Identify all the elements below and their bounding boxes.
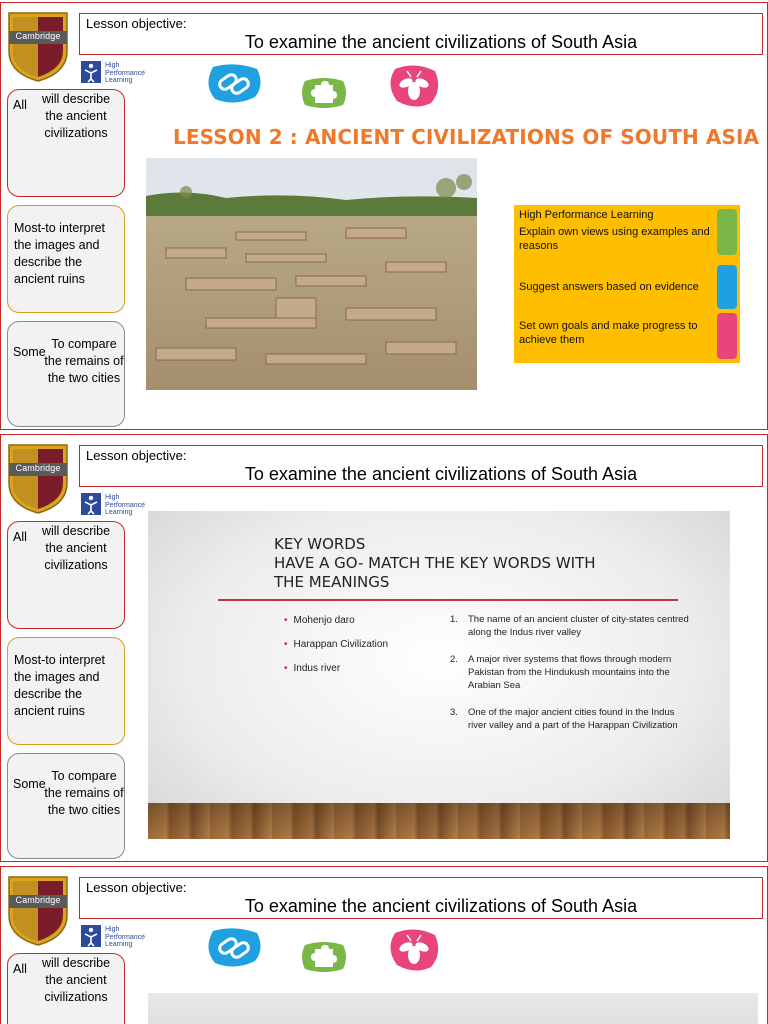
title-divider xyxy=(218,599,678,601)
hpl-panel xyxy=(514,205,740,363)
objective-label: Lesson objective: xyxy=(86,16,187,31)
key-terms-list xyxy=(284,615,388,687)
key-term xyxy=(284,639,388,663)
key-words-title-line-2: HAVE A GO- MATCH THE KEY WORDS WITH xyxy=(274,554,596,572)
wood-floor-shade xyxy=(148,803,730,839)
chain-link-icon xyxy=(205,927,263,969)
bullet: • xyxy=(284,663,288,674)
slide-3-content-preview xyxy=(148,993,758,1024)
outcome-all-text: will describe the ancient civilizations xyxy=(41,92,111,140)
hpl-line-3: Learning xyxy=(105,941,133,948)
hpl-logo-icon xyxy=(81,925,101,947)
cambridge-crest-icon xyxy=(7,11,69,83)
definition-item xyxy=(450,706,690,732)
hpl-panel-item-3: Set own goals and make progress to achieve them xyxy=(519,320,698,346)
outcome-some-box xyxy=(7,321,125,427)
hpl-line-1: High xyxy=(105,494,120,501)
crest-label: Cambridge xyxy=(15,463,61,473)
outcome-all-box xyxy=(7,89,125,197)
insect-icon xyxy=(387,927,441,975)
hpl-line-3: Learning xyxy=(105,509,133,516)
definition-text: One of the major ancient cities found in the Indus river valley and a part of the Harappan Civilization xyxy=(468,707,678,731)
outcome-some-text: To compare the remains of the two cities xyxy=(44,769,124,817)
outcome-most-lead: Most-to xyxy=(14,221,56,235)
lesson-objective-box xyxy=(79,877,763,919)
outcome-all-lead: All xyxy=(13,98,27,112)
slide-1 xyxy=(0,2,768,430)
lesson-objective-box xyxy=(79,445,763,487)
insect-badge-icon xyxy=(717,313,737,359)
hpl-logo-icon xyxy=(81,493,101,515)
hpl-line-2: Performance xyxy=(105,501,146,509)
outcome-most-box xyxy=(7,637,125,745)
definition-number: 3. xyxy=(450,707,458,718)
outcome-some-text: To compare the remains of the two cities xyxy=(44,337,124,385)
hpl-panel-item-1: Explain own views using examples and reasons xyxy=(519,226,710,252)
key-term-text: Mohenjo daro xyxy=(293,615,355,626)
outcome-all-text: will describe the ancient civilizations xyxy=(41,956,111,1004)
objective-text: To examine the ancient civilizations of South Asia xyxy=(244,896,638,916)
definition-number: 2. xyxy=(450,654,458,665)
hpl-line-2: Performance xyxy=(105,69,146,77)
puzzle-badge-icon xyxy=(717,209,737,255)
lesson-title: LESSON 2 : ANCIENT CIVILIZATIONS OF SOUTH ASIA xyxy=(173,125,760,149)
hpl-line-1: High xyxy=(105,926,120,933)
outcome-all-box xyxy=(7,521,125,629)
puzzle-piece-icon xyxy=(299,75,349,111)
chain-link-icon xyxy=(205,63,263,105)
outcome-most-text: interpret the images and describe the ancient ruins xyxy=(14,653,106,718)
cambridge-crest-icon xyxy=(7,875,69,947)
key-words-title-line-3: THE MEANINGS xyxy=(274,573,390,591)
crest-label: Cambridge xyxy=(15,895,61,905)
definition-item xyxy=(450,613,690,639)
key-words-title xyxy=(274,535,596,592)
outcome-most-box xyxy=(7,205,125,313)
hpl-logo xyxy=(81,925,161,949)
key-words-title-line-1: KEY WORDS xyxy=(274,535,366,553)
outcome-all-lead: All xyxy=(13,530,27,544)
objective-text: To examine the ancient civilizations of South Asia xyxy=(244,464,638,484)
outcome-all-lead: All xyxy=(13,962,27,976)
key-words-slide xyxy=(148,511,730,839)
puzzle-piece-icon xyxy=(299,939,349,975)
outcome-some-lead: Some xyxy=(13,777,46,791)
outcome-all-text: will describe the ancient civilizations xyxy=(41,524,111,572)
hpl-panel-heading: High Performance Learning xyxy=(519,209,654,221)
bullet: • xyxy=(284,615,288,626)
definition-item xyxy=(450,653,690,692)
crest-label: Cambridge xyxy=(15,31,61,41)
hpl-logo-icon xyxy=(81,61,101,83)
definition-number: 1. xyxy=(450,614,458,625)
lesson-objective-box xyxy=(79,13,763,55)
outcome-all-box xyxy=(7,953,125,1024)
outcome-most-lead: Most-to xyxy=(14,653,56,667)
insect-icon xyxy=(387,63,441,111)
objective-label: Lesson objective: xyxy=(86,880,187,895)
objective-text: To examine the ancient civilizations of South Asia xyxy=(244,32,638,52)
key-term-text: Indus river xyxy=(293,663,341,674)
hpl-line-2: Performance xyxy=(105,933,146,941)
hpl-line-3: Learning xyxy=(105,77,133,84)
slide-2 xyxy=(0,434,768,862)
slide-3 xyxy=(0,866,768,1024)
objective-label: Lesson objective: xyxy=(86,448,187,463)
outcome-most-text: interpret the images and describe the ancient ruins xyxy=(14,221,106,286)
cambridge-crest-icon xyxy=(7,443,69,515)
definitions-list xyxy=(450,613,690,746)
hpl-line-1: High xyxy=(105,62,120,69)
hpl-logo xyxy=(81,61,161,85)
key-term xyxy=(284,663,388,687)
outcome-some-box xyxy=(7,753,125,859)
link-badge-icon xyxy=(717,265,737,309)
hpl-panel-item-2: Suggest answers based on evidence xyxy=(519,281,699,293)
definition-text: A major river systems that flows through modern Pakistan from the Hindukush mountains into the Arabian Sea xyxy=(468,654,672,691)
ruins-photo xyxy=(146,158,477,390)
bullet: • xyxy=(284,639,288,650)
outcome-some-lead: Some xyxy=(13,345,46,359)
key-term xyxy=(284,615,388,639)
definition-text: The name of an ancient cluster of city-states centred along the Indus river valley xyxy=(468,614,689,638)
key-term-text: Harappan Civilization xyxy=(293,639,389,650)
